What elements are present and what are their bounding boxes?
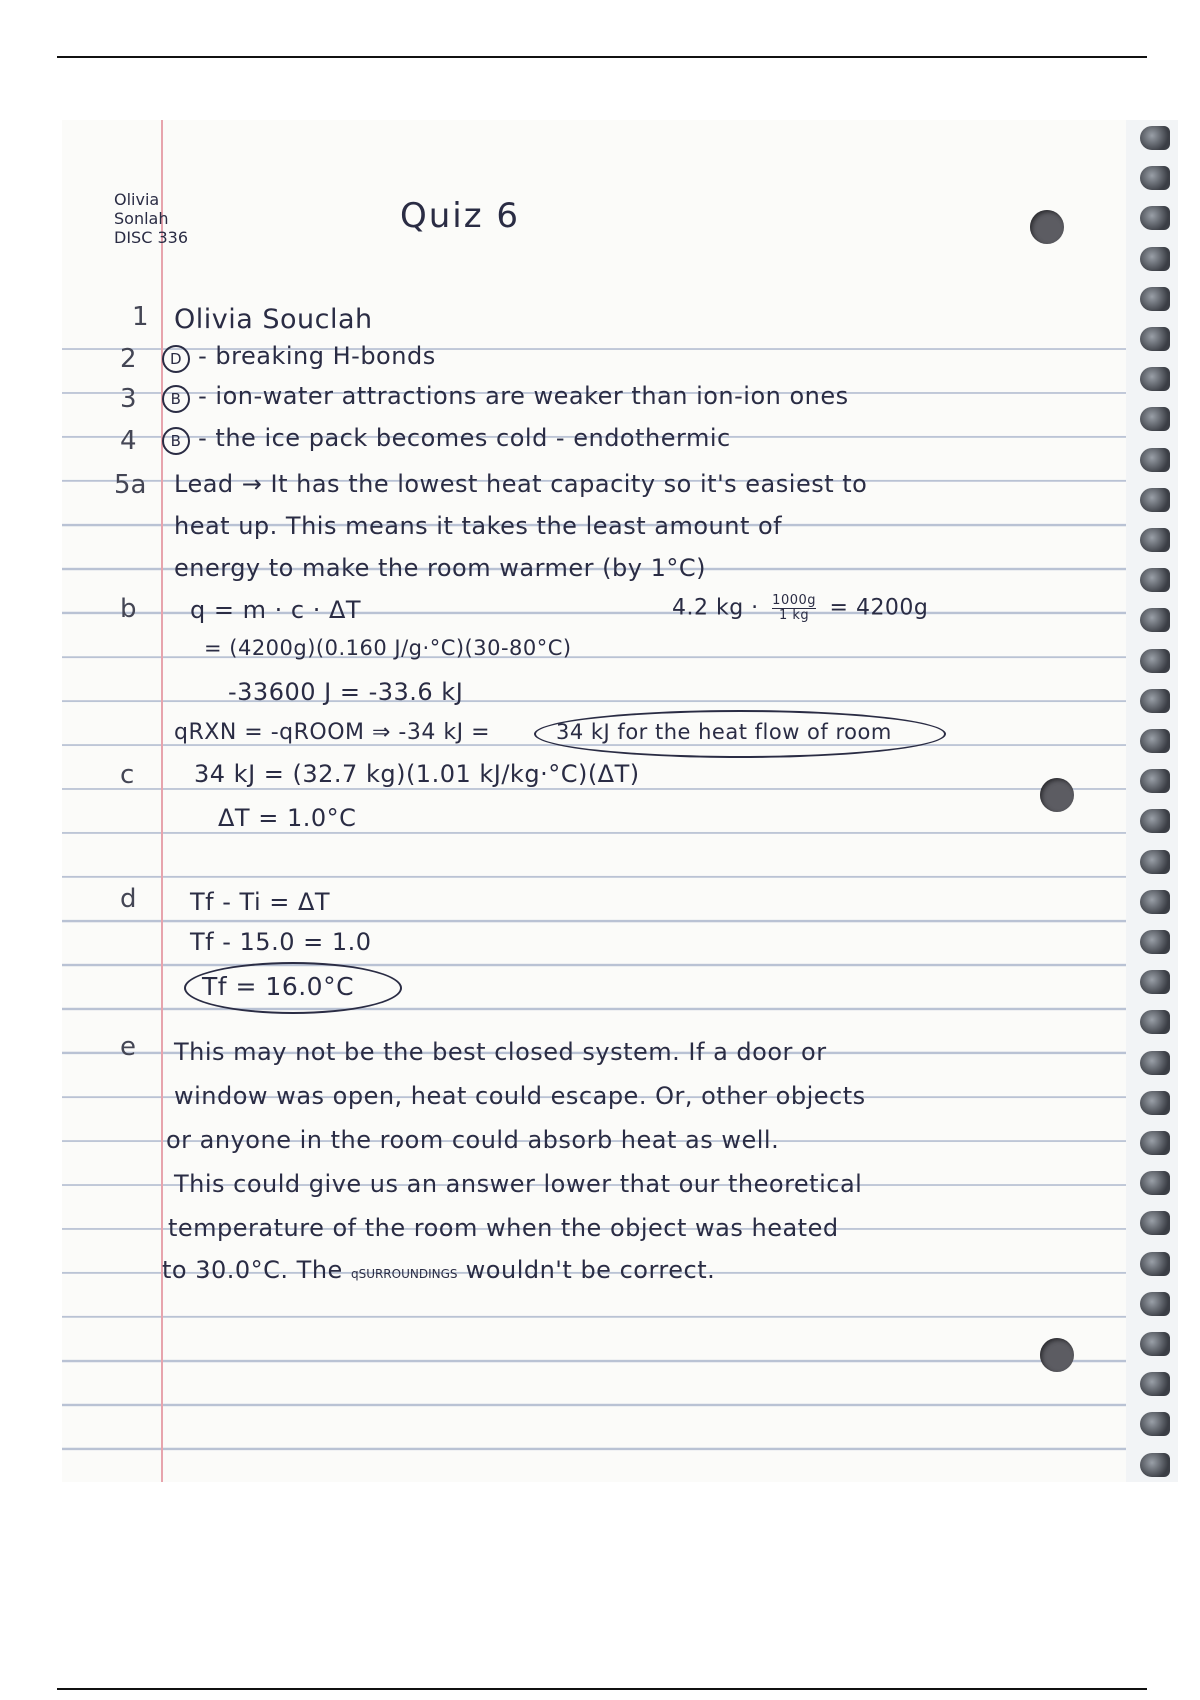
answer-line: heat up. This means it takes the least amount of — [174, 512, 783, 540]
question-number: c — [120, 760, 135, 790]
spiral-coil — [1140, 327, 1170, 351]
answer-text: - breaking H-bonds — [198, 342, 436, 370]
spiral-coil — [1140, 1171, 1170, 1195]
formula-line: q = m · c · ΔT — [190, 596, 362, 624]
spiral-coil — [1140, 1252, 1170, 1276]
name-last: Sonlah — [114, 209, 169, 228]
answer-line: temperature of the room when the object was heated — [168, 1214, 839, 1242]
spiral-coil — [1140, 448, 1170, 472]
formula-line: = (4200g)(0.160 J/g·°C)(30-80°C) — [204, 636, 572, 660]
spiral-coil — [1140, 850, 1170, 874]
spiral-coil — [1140, 729, 1170, 753]
answer-row — [162, 424, 731, 455]
discussion-section: DISC 336 — [114, 228, 188, 247]
spiral-coil — [1140, 1332, 1170, 1356]
spiral-coil — [1140, 407, 1170, 431]
spiral-coil — [1140, 1051, 1170, 1075]
circled-answer: Tf = 16.0°C — [202, 972, 355, 1001]
question-number: 1 — [132, 302, 149, 332]
answer-line: This may not be the best closed system. If a door or — [174, 1038, 827, 1066]
spiral-coil — [1140, 206, 1170, 230]
spiral-coil — [1140, 890, 1170, 914]
spiral-coil — [1140, 930, 1170, 954]
spiral-coil — [1140, 528, 1170, 552]
answer-line: energy to make the room warmer (by 1°C) — [174, 554, 706, 582]
top-rule — [57, 56, 1147, 58]
conversion-left: 4.2 kg · — [672, 595, 759, 621]
page-title: Quiz 6 — [400, 196, 521, 236]
answer-line — [162, 1256, 715, 1284]
answer-row — [162, 342, 436, 373]
notebook-page — [62, 120, 1178, 1482]
answer-line: This could give us an answer lower that our theoretical — [174, 1170, 863, 1198]
answer-row — [162, 382, 849, 413]
spiral-coil — [1140, 1091, 1170, 1115]
spiral-coil — [1140, 1412, 1170, 1436]
answer-choice-circled: D — [162, 345, 190, 373]
conversion-right: = 4200g — [829, 595, 929, 621]
spiral-coil — [1140, 1372, 1170, 1396]
spiral-coil — [1140, 1453, 1170, 1477]
question-number: 3 — [120, 384, 137, 414]
conversion-denominator: 1 kg — [779, 608, 810, 623]
page-header-area — [62, 120, 1178, 306]
question-number: 4 — [120, 426, 137, 456]
answer-line: window was open, heat could escape. Or, other objects — [174, 1082, 866, 1110]
formula-line: -33600 J = -33.6 kJ — [228, 678, 464, 706]
spiral-coil — [1140, 970, 1170, 994]
spiral-coil — [1140, 488, 1170, 512]
answer-line-start: to 30.0°C. The — [162, 1256, 343, 1284]
unit-conversion — [672, 594, 928, 623]
name-first: Olivia — [114, 190, 160, 209]
spiral-coil — [1140, 649, 1170, 673]
spiral-coil — [1140, 166, 1170, 190]
spiral-coil — [1140, 367, 1170, 391]
formula-line: 34 kJ = (32.7 kg)(1.01 kJ/kg·°C)(ΔT) — [194, 760, 640, 788]
circled-answer: 34 kJ for the heat flow of room — [556, 720, 892, 744]
question-number: e — [120, 1032, 136, 1062]
spiral-coil — [1140, 608, 1170, 632]
answer-line: or anyone in the room could absorb heat as well. — [166, 1126, 780, 1154]
answer-choice-circled: B — [162, 385, 190, 413]
question-number: d — [120, 884, 137, 914]
spiral-coil — [1140, 287, 1170, 311]
formula-line: Tf - 15.0 = 1.0 — [190, 928, 372, 956]
conversion-fraction — [772, 594, 816, 623]
bottom-rule — [57, 1688, 1147, 1690]
answer-choice-circled: B — [162, 427, 190, 455]
spiral-coil — [1140, 809, 1170, 833]
conversion-numerator: 1000g — [772, 593, 817, 608]
formula-line: ΔT = 1.0°C — [218, 804, 357, 832]
answer-text: - ion-water attractions are weaker than ion-ion ones — [198, 382, 849, 410]
answer-text: Olivia Souclah — [174, 304, 373, 335]
punch-hole — [1030, 210, 1064, 244]
spiral-coil — [1140, 247, 1170, 271]
spiral-coil — [1140, 689, 1170, 713]
spiral-binding — [1126, 120, 1178, 1482]
question-number: 2 — [120, 344, 137, 374]
spiral-coil — [1140, 1131, 1170, 1155]
answer-line: Lead → It has the lowest heat capacity so it's easiest to — [174, 470, 868, 498]
spiral-coil — [1140, 568, 1170, 592]
punch-hole — [1040, 778, 1074, 812]
spiral-coil — [1140, 126, 1170, 150]
answer-text: - the ice pack becomes cold - endothermic — [198, 424, 731, 452]
spiral-coil — [1140, 769, 1170, 793]
spiral-coil — [1140, 1292, 1170, 1316]
q-surroundings-label: qSURROUNDINGS — [350, 1267, 458, 1281]
spiral-coil — [1140, 1211, 1170, 1235]
punch-hole — [1040, 1338, 1074, 1372]
formula-line: Tf - Ti = ΔT — [190, 888, 331, 916]
spiral-coil — [1140, 1010, 1170, 1034]
answer-line-end: wouldn't be correct. — [465, 1256, 716, 1284]
question-number: b — [120, 594, 137, 624]
student-name-block — [114, 190, 188, 247]
question-number: 5a — [114, 470, 147, 500]
formula-line: qRXN = -qROOM ⇒ -34 kJ = — [174, 720, 491, 745]
